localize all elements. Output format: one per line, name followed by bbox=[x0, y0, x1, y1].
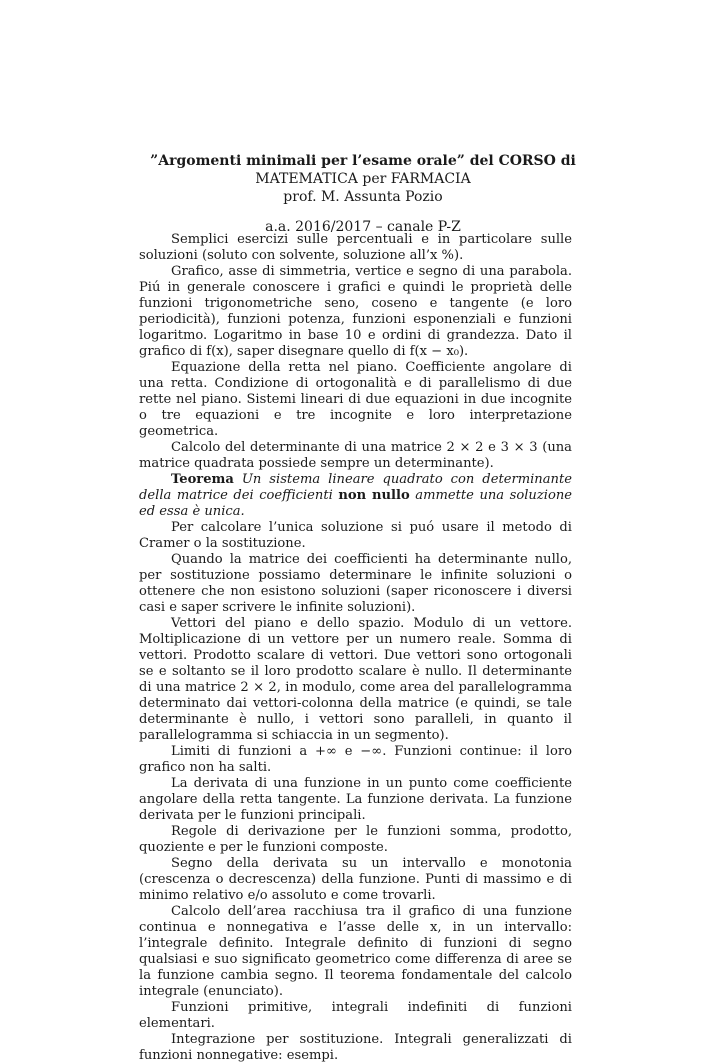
paragraph: Regole di derivazione per le funzioni somma, prodotto, quoziente e per le funzioni composte. bbox=[139, 824, 572, 855]
professor-name: prof. M. Assunta Pozio bbox=[283, 189, 443, 205]
paragraph: Segno della derivata su un intervallo e monotonia (crescenza o decrescenza) della funzione. Punti di massimo e di minimo relativo e/o assoluto e come trovarli. bbox=[139, 856, 572, 903]
document-title: ”Argomenti minimali per l’esame orale” del CORSO di bbox=[150, 153, 576, 169]
document-header bbox=[138, 152, 588, 236]
paragraph: Calcolo dell’area racchiusa tra il grafico di una funzione continua e nonnegativa e l’asse delle x, in un intervallo: l’integrale definito. Integrale definito di funzioni di segno qualsiasi e suo significato geometrico come differenza di aree se la funzione cambia segno. Il teorema fondamentale del calcolo integrale (enunciato). bbox=[139, 904, 572, 999]
theorem-label: Teorema bbox=[171, 472, 234, 487]
paragraph: Semplici esercizi sulle percentuali e in particolare sulle soluzioni (soluto con solvente, soluzione all’x %). bbox=[139, 232, 572, 263]
paragraph: La derivata di una funzione in un punto come coefficiente angolare della retta tangente. La funzione derivata. La funzione derivata per le funzioni principali. bbox=[139, 776, 572, 823]
theorem-emphasis: non nullo bbox=[338, 488, 410, 503]
paragraph: Quando la matrice dei coefficienti ha determinante nullo, per sostituzione possiamo determinare le infinite soluzioni o ottenere che non esistono soluzioni (saper riconoscere i diversi casi e saper scrivere le infinite soluzioni). bbox=[139, 552, 572, 615]
paragraph: Per calcolare l’unica soluzione si puó usare il metodo di Cramer o la sostituzione. bbox=[139, 520, 572, 551]
paragraph: Funzioni primitive, integrali indefiniti di funzioni elementari. bbox=[139, 1000, 572, 1031]
theorem-text-b: ammette una soluzione ed essa è unica. bbox=[139, 488, 573, 519]
paragraph: Calcolo del determinante di una matrice 2 × 2 e 3 × 3 (una matrice quadrata possiede sempre un determinante). bbox=[139, 440, 572, 471]
theorem-text-a: Un sistema lineare quadrato con determinante della matrice dei coefficienti bbox=[139, 472, 572, 503]
paragraph: Integrazione per sostituzione. Integrali generalizzati di funzioni nonnegative: esempi. bbox=[139, 1032, 572, 1063]
theorem-paragraph bbox=[139, 472, 572, 520]
paragraph: Grafico, asse di simmetria, vertice e segno di una parabola. Piú in generale conoscere i grafici e quindi le proprietà delle funzioni trigonometriche seno, coseno e tangente (e loro periodicità), funzioni potenza, funzioni esponenziali e funzioni logaritmo. Logaritmo in base 10 e ordini di grandezza. Dato il grafico di f(x), saper disegnare quello di f(x − x₀). bbox=[139, 264, 572, 359]
paragraph: Limiti di funzioni a +∞ e −∞. Funzioni continue: il loro grafico non ha salti. bbox=[139, 744, 572, 775]
course-name: MATEMATICA per FARMACIA bbox=[255, 171, 471, 187]
document-body bbox=[139, 232, 572, 1064]
paragraph: Equazione della retta nel piano. Coefficiente angolare di una retta. Condizione di ortogonalità e di parallelismo di due rette nel piano. Sistemi lineari di due equazioni in due incognite o tre equazioni e tre incognite e loro interpretazione geometrica. bbox=[139, 360, 572, 439]
paragraph: Vettori del piano e dello spazio. Modulo di un vettore. Moltiplicazione di un vettore per un numero reale. Somma di vettori. Prodotto scalare di vettori. Due vettori sono ortogonali se e soltanto se il loro prodotto scalare è nullo. Il determinante di una matrice 2 × 2, in modulo, come area del parallelogramma determinato dai vettori-colonna della matrice (e quindi, se tale determinante è nullo, i vettori sono paralleli, in quanto il parallelogramma si schiaccia in un segmento). bbox=[139, 616, 572, 743]
academic-year: a.a. 2016/2017 – canale P-Z bbox=[265, 219, 461, 235]
